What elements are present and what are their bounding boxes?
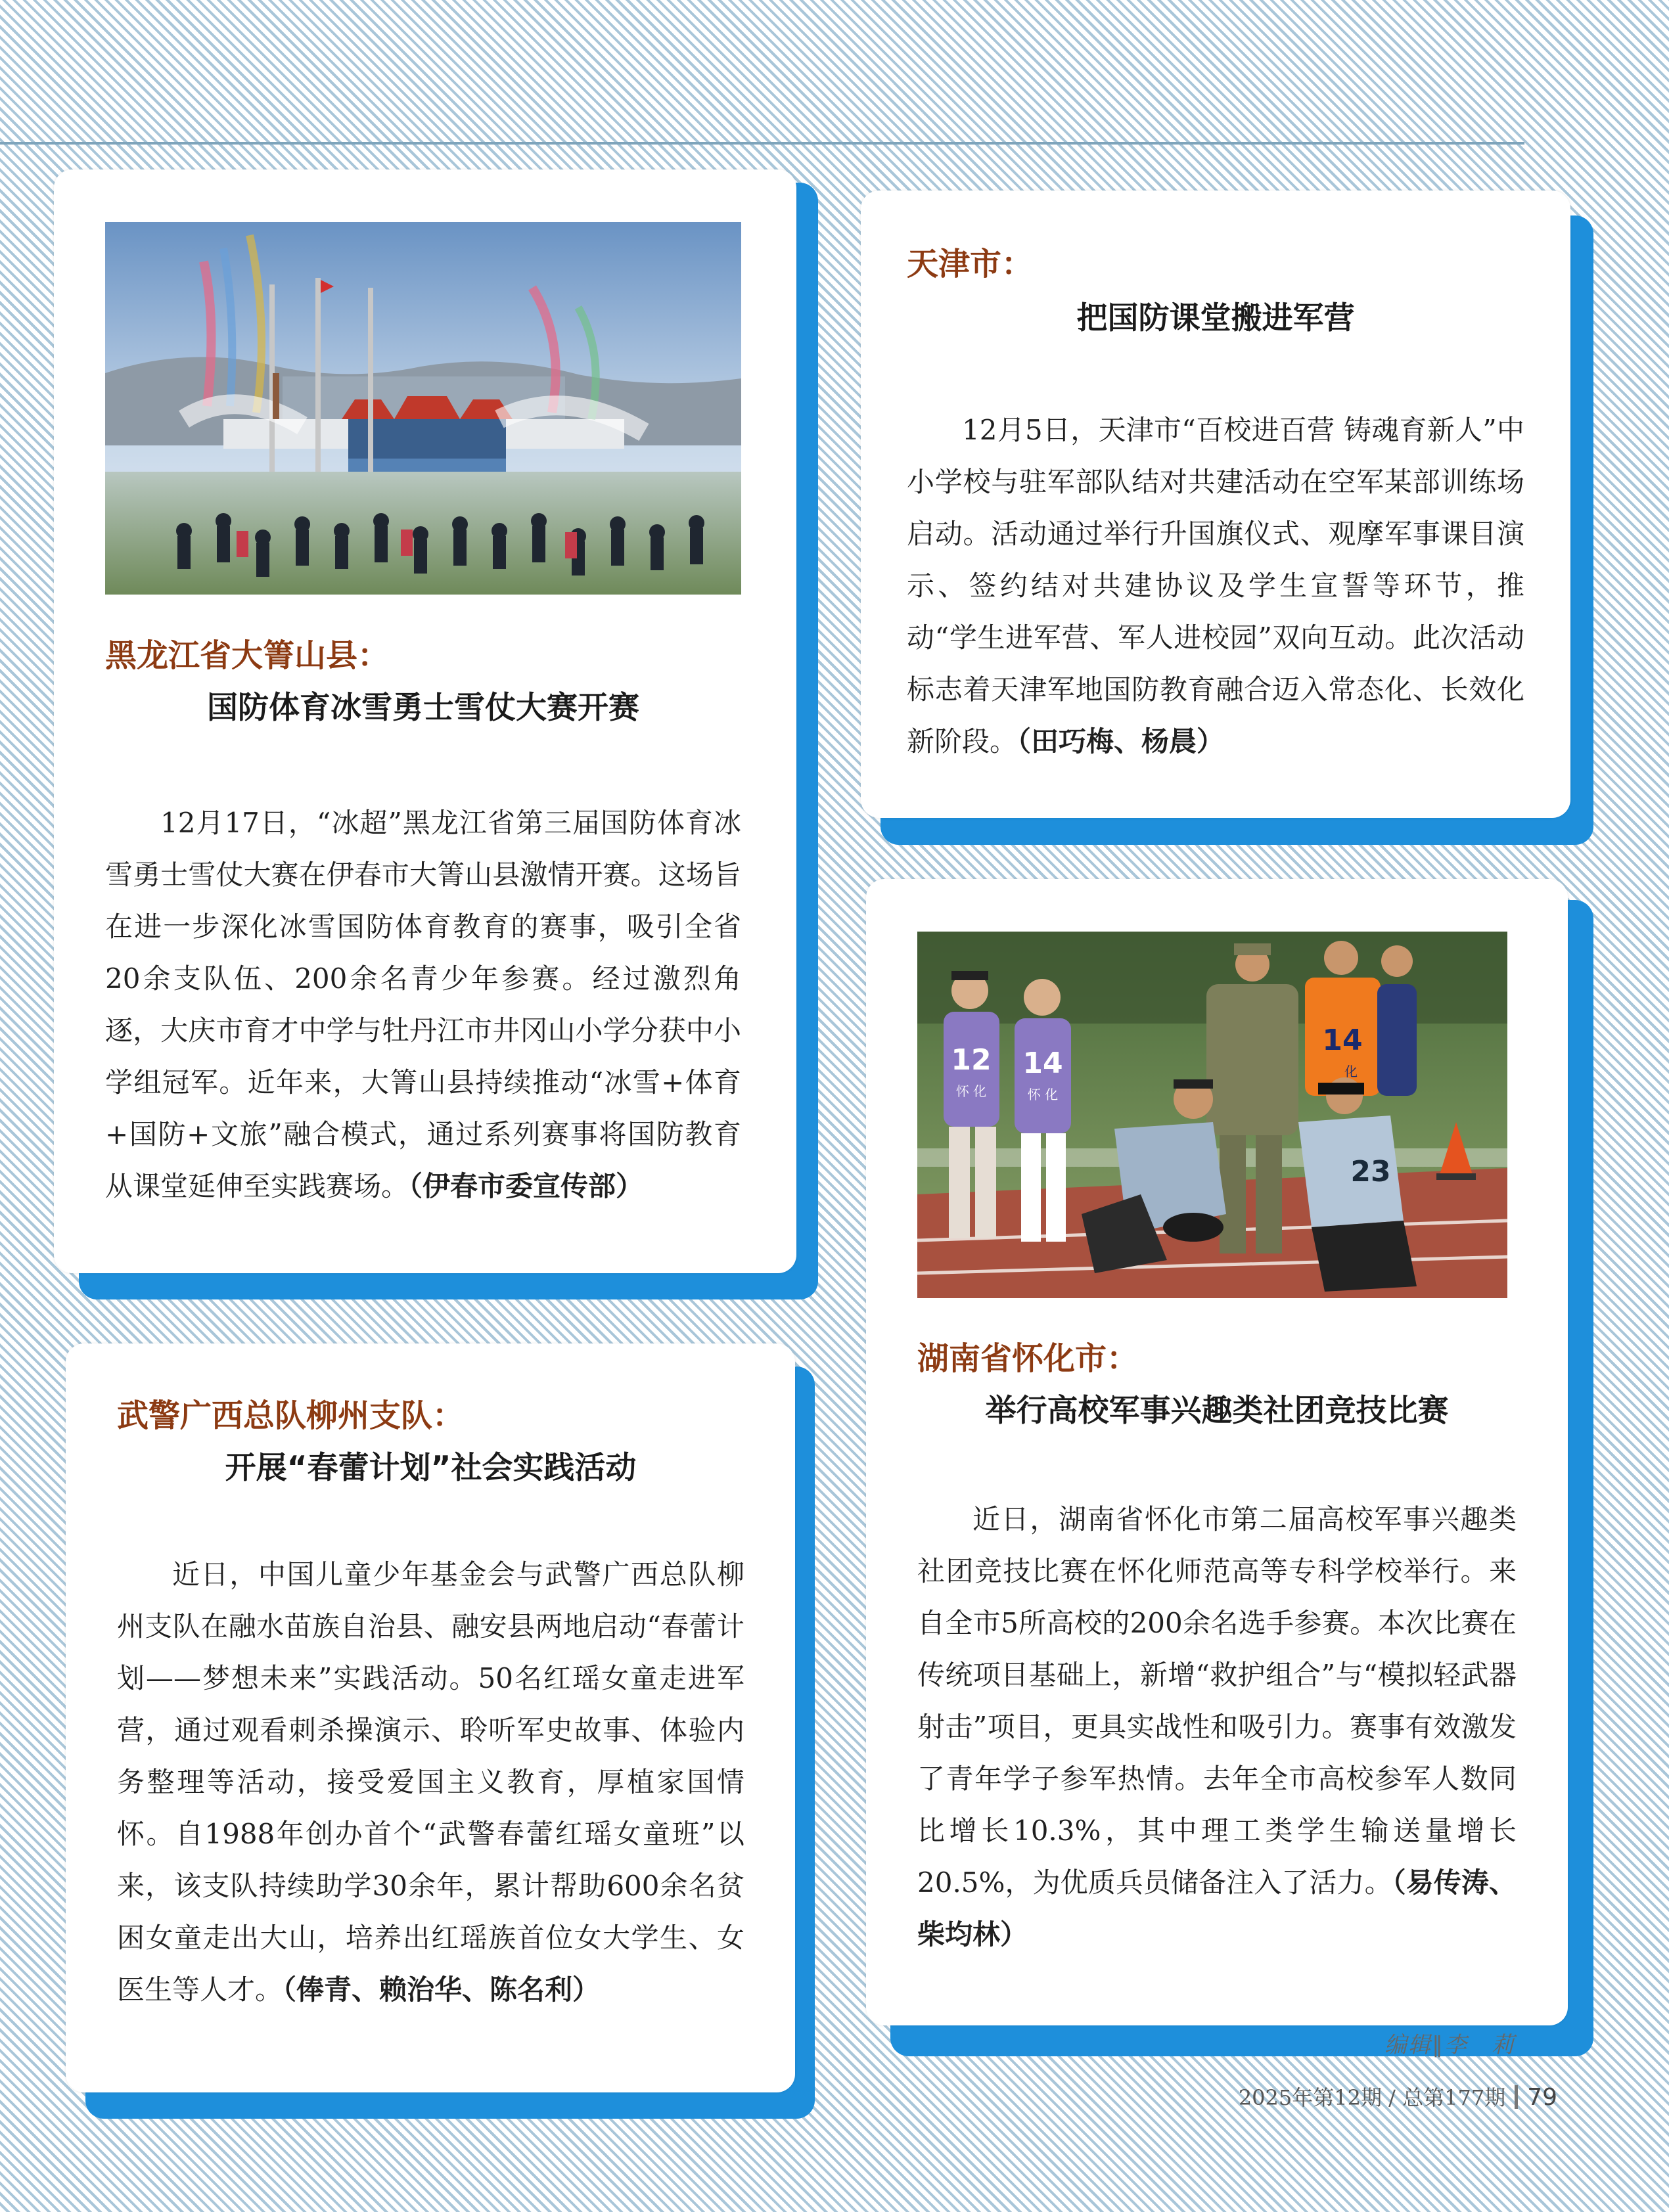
bib-number: 14 xyxy=(1322,1024,1363,1057)
top-rule xyxy=(0,142,1524,145)
article-card-guangxi xyxy=(66,1343,795,2092)
article-text: 近日，中国儿童少年基金会与武警广西总队柳州支队在融水苗族自治县、融安县两地启动“春蕾计划——梦想未来”实践活动。50名红瑶女童走进军营，通过观看刺杀操演示、聆听军史故事、体验内务整理等活动，接受爱国主义教育，厚植家国情怀。自1988年创办首个“武警春蕾红瑶女童班”以来，该支队持续助学30余年，累计帮助600余名贫困女童走出大山，培养出红瑶族首位女大学生、女医生等人才。 xyxy=(117,1558,744,2006)
photo-snow-ceremony xyxy=(105,222,741,595)
page-folio xyxy=(1239,2081,1557,2111)
editor-credit: 编辑∥李 莉 xyxy=(1384,2032,1515,2058)
region-title: 黑龙江省大箐山县： xyxy=(105,637,390,674)
article-headline: 把国防课堂搬进军营 xyxy=(1076,300,1355,336)
bib-number: 23 xyxy=(1350,1155,1391,1188)
article-credit: （田巧梅、杨晨） xyxy=(1017,725,1225,757)
issue-info: 2025年第12期 / 总第177期 xyxy=(1238,2085,1506,2110)
bib-number: 14 xyxy=(1022,1047,1063,1080)
bib-label: 化 xyxy=(1344,1064,1358,1079)
bib-label: 怀 化 xyxy=(1027,1087,1059,1102)
article-headline: 举行高校军事兴趣类社团竞技比赛 xyxy=(985,1393,1449,1429)
article-text: 12月17日，“冰超”黑龙江省第三届国防体育冰雪勇士雪仗大赛在伊春市大箐山县激情开赛。这场旨在进一步深化冰雪国防体育教育的赛事，吸引全省20余支队伍、200余名青少年参赛。经过激烈角逐，大庆市育才中学与牡丹江市井冈山小学分获中小学组冠军。近年来，大箐山县持续推动“冰雪+体育+国防+文旅”融合模式，通过系列赛事将国防教育从课堂延伸至实践赛场。 xyxy=(105,807,741,1202)
article-body xyxy=(117,1548,744,2016)
article-credit: （易传涛、柴均林） xyxy=(917,1866,1517,1951)
article-card-tianjin xyxy=(861,191,1570,818)
page-number: 79 xyxy=(1527,2084,1557,2111)
region-title: 湖南省怀化市： xyxy=(917,1340,1139,1377)
bib-number: 12 xyxy=(951,1043,992,1077)
article-body xyxy=(917,1493,1517,1960)
bib-label: 怀 化 xyxy=(955,1083,987,1099)
article-body xyxy=(105,797,741,1212)
article-credit: （伊春市委宣传部） xyxy=(409,1170,644,1202)
region-title: 武警广西总队柳州支队： xyxy=(117,1397,465,1434)
article-card-heilongjiang xyxy=(54,169,796,1273)
article-text: 近日，湖南省怀化市第二届高校军事兴趣类社团竞技比赛在怀化师范高等专科学校举行。来自全市5所高校的200余名选手参赛。本次比赛在传统项目基础上，新增“救护组合”与“模拟轻武器射击”项目，更具实战性和吸引力。赛事有效激发了青年学子参军热情。去年全市高校参军人数同比增长10.3%，其中理工类学生输送量增长20.5%，为优质兵员储备注入了活力。 xyxy=(917,1503,1517,1899)
article-headline: 国防体育冰雪勇士雪仗大赛开赛 xyxy=(207,690,639,726)
region-title: 天津市： xyxy=(907,246,1034,282)
article-credit: （俸青、赖治华、陈名利） xyxy=(283,1974,601,2006)
article-body xyxy=(907,404,1524,767)
article-text: 12月5日，天津市“百校进百营 铸魂育新人”中小学校与驻军部队结对共建活动在空军某部训练场启动。活动通过举行升国旗仪式、观摩军事课目演示、签约结对共建协议及学生宣誓等环节，推动“学生进军营、军人进校园”双向互动。此次活动标志着天津军地国防教育融合迈入常态化、长效化新阶段。 xyxy=(907,414,1524,757)
article-headline: 开展“春蕾计划”社会实践活动 xyxy=(225,1450,637,1486)
photo-military-competition xyxy=(917,932,1507,1298)
article-card-huaihua xyxy=(866,879,1568,2025)
folio-divider xyxy=(1515,2085,1518,2109)
